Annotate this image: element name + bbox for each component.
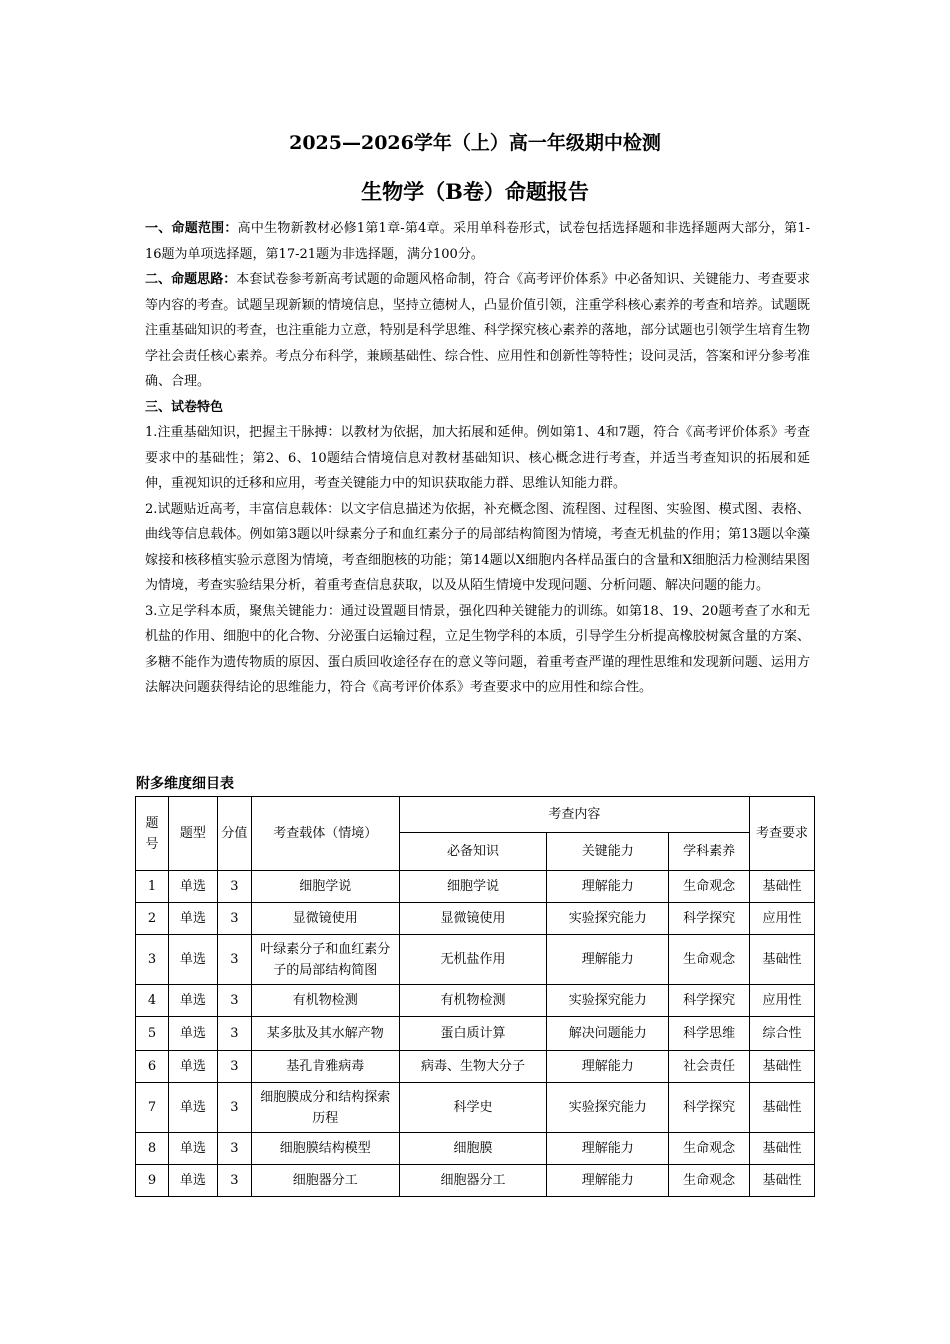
cell-knowledge: 无机盐作用 <box>399 935 547 985</box>
cell-carrier: 细胞器分工 <box>251 1165 399 1197</box>
cell-type: 单选 <box>168 903 217 935</box>
header-score: 分值 <box>217 797 251 871</box>
cell-score: 3 <box>217 871 251 903</box>
cell-requirement: 应用性 <box>750 985 815 1017</box>
header-num: 题号 <box>136 797 169 871</box>
cell-num: 3 <box>136 935 169 985</box>
cell-type: 单选 <box>168 871 217 903</box>
section-text: 本套试卷参考新高考试题的命题风格命制，符合《高考评价体系》中必备知识、关键能力、考查要求等内容的考查。试题呈现新颖的情境信息，坚持立德树人，凸显价值引领，注重学科核心素养的考查和培养。试题既注重基础知识的考查，也注重能力立意，特别是科学思维、科学探究核心素养的落地，部分试题也引领学生培育生物学社会责任核心素养。考点分布科学，兼顾基础性、综合性、应用性和创新性等特性；设问灵活，答案和评分参考准确、合理。 <box>145 272 810 389</box>
cell-knowledge: 细胞器分工 <box>399 1165 547 1197</box>
cell-knowledge: 蛋白质计算 <box>399 1017 547 1051</box>
table-row <box>136 985 815 1017</box>
feature-paragraph: 2.试题贴近高考，丰富信息载体：以文字信息描述为依据，补充概念图、流程图、过程图、实验图、模式图、表格、曲线等信息载体。例如第3题以叶绿素分子和血红素分子的局部结构简图为情境，考查无机盐的作用；第13题以伞藻嫁接和核移植实验示意图为情境，考查细胞核的功能；第14题以X细胞内各样品蛋白的含量和X细胞活力检测结果图为情境，考查实验结果分析，着重考查信息获取，以及从陌生情境中发现问题、分析问题、解决问题的能力。 <box>145 501 810 593</box>
cell-carrier: 某多肽及其水解产物 <box>251 1017 399 1051</box>
cell-type: 单选 <box>168 1133 217 1165</box>
cell-literacy: 生命观念 <box>669 935 750 985</box>
table-row <box>136 935 815 985</box>
header-knowledge: 必备知识 <box>399 833 547 871</box>
cell-carrier: 有机物检测 <box>251 985 399 1017</box>
header-literacy: 学科素养 <box>669 833 750 871</box>
cell-ability: 理解能力 <box>547 1165 669 1197</box>
cell-knowledge: 显微镜使用 <box>399 903 547 935</box>
cell-literacy: 科学探究 <box>669 1083 750 1133</box>
cell-score: 3 <box>217 903 251 935</box>
cell-requirement: 基础性 <box>750 1083 815 1133</box>
cell-requirement: 基础性 <box>750 935 815 985</box>
cell-num: 8 <box>136 1133 169 1165</box>
feature-paragraph: 1.注重基础知识，把握主干脉搏：以教材为依据，加大拓展和延伸。例如第1、4和7题，符合《高考评价体系》考查要求中的基础性；第2、6、10题结合情境信息对教材基础知识、核心概念进行考查，并适当考查知识的拓展和延伸，重视知识的迁移和应用，考查关键能力中的知识获取能力群、思维认知能力群。 <box>145 425 810 491</box>
cell-type: 单选 <box>168 1051 217 1083</box>
cell-score: 3 <box>217 985 251 1017</box>
cell-ability: 理解能力 <box>547 871 669 903</box>
cell-carrier: 细胞学说 <box>251 871 399 903</box>
document-title: 2025—2026学年（上）高一年级期中检测 <box>289 132 661 154</box>
header-ability: 关键能力 <box>547 833 669 871</box>
cell-literacy: 社会责任 <box>669 1051 750 1083</box>
cell-ability: 理解能力 <box>547 1051 669 1083</box>
header-carrier: 考查载体（情境） <box>251 797 399 871</box>
cell-score: 3 <box>217 1165 251 1197</box>
cell-carrier: 基孔肯雅病毒 <box>251 1051 399 1083</box>
section-features <box>145 395 810 421</box>
cell-literacy: 科学探究 <box>669 985 750 1017</box>
cell-carrier: 细胞膜结构模型 <box>251 1133 399 1165</box>
cell-num: 6 <box>136 1051 169 1083</box>
cell-type: 单选 <box>168 985 217 1017</box>
cell-num: 1 <box>136 871 169 903</box>
cell-knowledge: 科学史 <box>399 1083 547 1133</box>
detail-table <box>135 796 815 1197</box>
cell-requirement: 基础性 <box>750 1133 815 1165</box>
header-type: 题型 <box>168 797 217 871</box>
cell-knowledge: 有机物检测 <box>399 985 547 1017</box>
cell-score: 3 <box>217 1017 251 1051</box>
section-text: 高中生物新教材必修1第1章-第4章。采用单科卷形式，试卷包括选择题和非选择题两大部分，第1-16题为单项选择题，第17-21题为非选择题，满分100分。 <box>145 221 810 262</box>
cell-score: 3 <box>217 935 251 985</box>
cell-type: 单选 <box>168 935 217 985</box>
header-requirement: 考查要求 <box>750 797 815 871</box>
header-content: 考查内容 <box>399 797 749 833</box>
section-heading: 二、命题思路： <box>145 272 237 287</box>
cell-knowledge: 病毒、生物大分子 <box>399 1051 547 1083</box>
cell-type: 单选 <box>168 1083 217 1133</box>
cell-carrier: 细胞膜成分和结构探索历程 <box>251 1083 399 1133</box>
cell-ability: 理解能力 <box>547 935 669 985</box>
feature-paragraph: 3.立足学科本质，聚焦关键能力：通过设置题目情景，强化四种关键能力的训练。如第18、19、20题考查了水和无机盐的作用、细胞中的化合物、分泌蛋白运输过程，立足生物学科的本质，引导学生分析提高橡胶树氮含量的方案、多糖不能作为遗传物质的原因、蛋白质回收途径存在的意义等问题，着重考查严谨的理性思维和发现新问题、运用方法解决问题获得结论的思维能力，符合《高考评价体系》考查要求中的应用性和综合性。 <box>145 603 810 695</box>
section-scope <box>145 216 810 267</box>
cell-score: 3 <box>217 1133 251 1165</box>
cell-knowledge: 细胞膜 <box>399 1133 547 1165</box>
cell-ability: 理解能力 <box>547 1133 669 1165</box>
cell-num: 5 <box>136 1017 169 1051</box>
table-header-row <box>136 797 815 833</box>
cell-num: 9 <box>136 1165 169 1197</box>
table-row <box>136 903 815 935</box>
table-row <box>136 1017 815 1051</box>
cell-requirement: 基础性 <box>750 1051 815 1083</box>
cell-knowledge: 细胞学说 <box>399 871 547 903</box>
cell-ability: 实验探究能力 <box>547 903 669 935</box>
table-row <box>136 871 815 903</box>
cell-literacy: 生命观念 <box>669 1165 750 1197</box>
cell-score: 3 <box>217 1083 251 1133</box>
cell-num: 2 <box>136 903 169 935</box>
cell-carrier: 叶绿素分子和血红素分子的局部结构简图 <box>251 935 399 985</box>
section-heading: 三、试卷特色 <box>145 399 224 415</box>
cell-literacy: 科学思维 <box>669 1017 750 1051</box>
section-approach <box>145 267 810 395</box>
cell-score: 3 <box>217 1051 251 1083</box>
document-subtitle: 生物学（B卷）命题报告 <box>361 179 589 204</box>
table-row <box>136 1051 815 1083</box>
cell-requirement: 综合性 <box>750 1017 815 1051</box>
cell-num: 4 <box>136 985 169 1017</box>
section-heading: 一、命题范围： <box>145 221 238 236</box>
report-body <box>145 216 810 701</box>
table-row <box>136 1133 815 1165</box>
cell-literacy: 生命观念 <box>669 1133 750 1165</box>
cell-literacy: 科学探究 <box>669 903 750 935</box>
cell-literacy: 生命观念 <box>669 871 750 903</box>
cell-type: 单选 <box>168 1165 217 1197</box>
table-row <box>136 1083 815 1133</box>
table-body <box>136 871 815 1197</box>
cell-requirement: 基础性 <box>750 1165 815 1197</box>
table-title: 附多维度细目表 <box>136 776 234 792</box>
cell-ability: 实验探究能力 <box>547 1083 669 1133</box>
table-row <box>136 1165 815 1197</box>
cell-type: 单选 <box>168 1017 217 1051</box>
cell-carrier: 显微镜使用 <box>251 903 399 935</box>
cell-num: 7 <box>136 1083 169 1133</box>
cell-ability: 实验探究能力 <box>547 985 669 1017</box>
cell-ability: 解决问题能力 <box>547 1017 669 1051</box>
cell-requirement: 基础性 <box>750 871 815 903</box>
cell-requirement: 应用性 <box>750 903 815 935</box>
